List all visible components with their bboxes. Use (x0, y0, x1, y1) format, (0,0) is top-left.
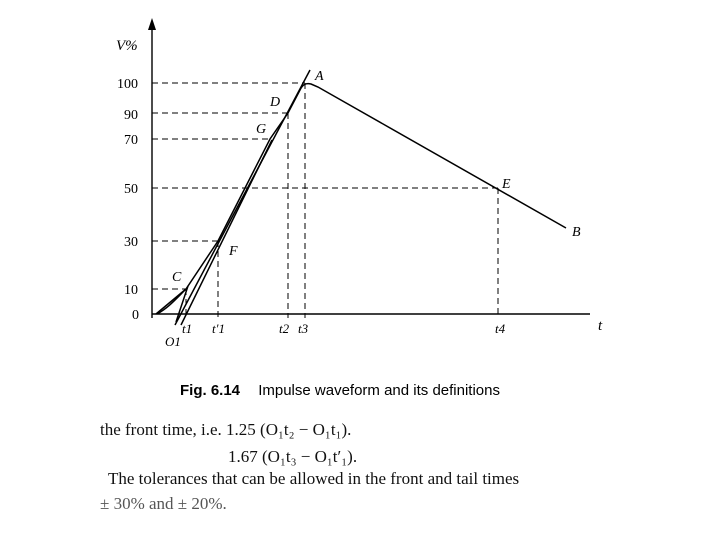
x-tick-t1: t1 (182, 321, 193, 336)
y-tick-100: 100 (117, 77, 138, 92)
body-line-4: ± 30% and ± 20%. (100, 494, 227, 513)
caption-text: Impulse waveform and its definitions (258, 382, 500, 399)
y-tick-labels (116, 38, 139, 323)
lower-construction (156, 289, 186, 314)
axes (148, 18, 590, 318)
y-axis-label: V% (116, 38, 138, 54)
point-labels (172, 69, 581, 285)
x-tick-t3: t3 (298, 321, 309, 336)
y-axis-arrow (148, 18, 156, 30)
origin-label: O1 (165, 334, 181, 349)
y-tick-90: 90 (124, 108, 138, 123)
dashed-guides (152, 83, 498, 318)
front-line-d-c (175, 70, 310, 325)
front-line-g-f (181, 140, 272, 325)
label-D: D (270, 95, 281, 110)
x-tick-t2: t2 (279, 321, 290, 336)
y-tick-30: 30 (124, 235, 138, 250)
figure-caption (180, 382, 500, 399)
y-tick-50: 50 (124, 182, 138, 197)
y-tick-0: 0 (132, 308, 139, 323)
label-C: C (172, 270, 182, 285)
body-line-1: the front time, i.e. 1.25 (O₁t₂ − O₁t₁). (100, 420, 352, 439)
body-line-3: The tolerances that can be allowed in the front and tail times (108, 469, 520, 488)
impulse-curve (157, 84, 566, 314)
y-tick-70: 70 (124, 133, 138, 148)
label-F: F (229, 244, 238, 259)
figure-number: Fig. 6.14 (180, 382, 241, 399)
body-line-2: 1.67 (O₁t₃ − O₁t′₁). (228, 447, 358, 466)
label-B: B (572, 225, 581, 240)
x-axis-label: t (598, 318, 603, 334)
label-E: E (502, 177, 511, 192)
x-tick-labels (165, 318, 603, 349)
y-tick-10: 10 (124, 283, 138, 298)
x-tick-t1-prime: t′1 (212, 321, 225, 336)
label-A: A (315, 69, 324, 84)
label-G: G (256, 122, 267, 137)
x-tick-t4: t4 (495, 321, 506, 336)
